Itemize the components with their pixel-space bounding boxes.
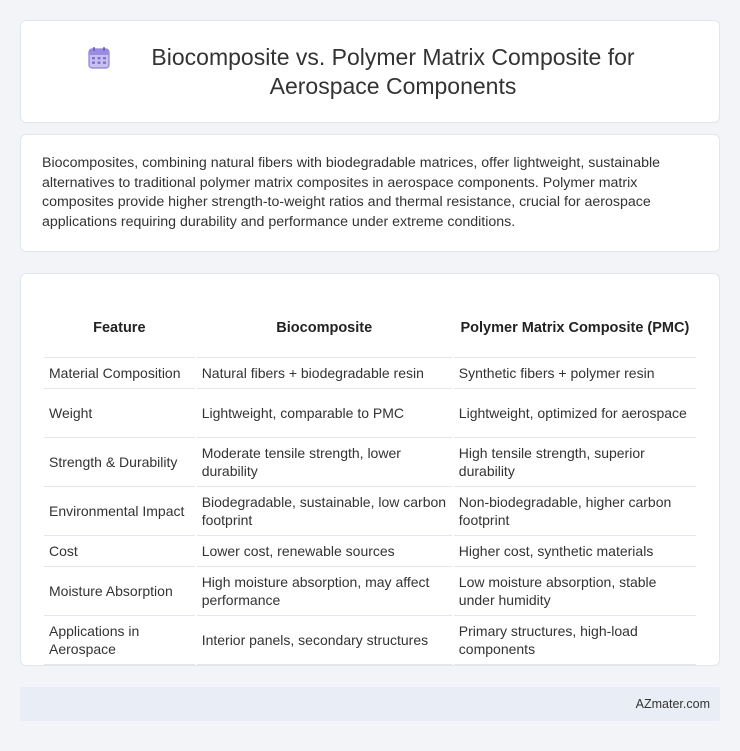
table-header-row bbox=[44, 294, 696, 358]
header-pmc: Polymer Matrix Composite (PMC) bbox=[454, 294, 696, 358]
biocomposite-cell: Natural fibers + biodegradable resin bbox=[197, 358, 452, 389]
table-row bbox=[44, 567, 696, 616]
feature-cell: Cost bbox=[44, 536, 195, 567]
pmc-cell: Primary structures, high-load components bbox=[454, 616, 696, 665]
calendar-icon bbox=[87, 46, 111, 70]
table-row bbox=[44, 389, 696, 438]
comparison-card bbox=[20, 273, 720, 666]
table-row bbox=[44, 438, 696, 487]
pmc-cell: Higher cost, synthetic materials bbox=[454, 536, 696, 567]
biocomposite-cell: Biodegradable, sustainable, low carbon footprint bbox=[197, 487, 452, 536]
pmc-cell: Synthetic fibers + polymer resin bbox=[454, 358, 696, 389]
page-title: Biocomposite vs. Polymer Matrix Composite for Aerospace Components bbox=[151, 43, 635, 99]
pmc-cell: Lightweight, optimized for aerospace bbox=[454, 389, 696, 438]
title-card bbox=[20, 20, 720, 123]
feature-cell: Weight bbox=[44, 389, 195, 438]
header-feature: Feature bbox=[44, 294, 195, 358]
summary-text: Biocomposites, combining natural fibers with biodegradable matrices, offer lightweight, sustainable alternatives to traditional polymer matrix composites in aerospace components. Polymer matrix composites provide higher strength-to-weight ratios and thermal resistance, crucial for aerospace applications requiring durability and performance under extreme conditions. bbox=[42, 155, 661, 230]
feature-cell: Environmental Impact bbox=[44, 487, 195, 536]
header-biocomposite: Biocomposite bbox=[197, 294, 452, 358]
biocomposite-cell: Interior panels, secondary structures bbox=[197, 616, 452, 665]
table-row bbox=[44, 358, 696, 389]
feature-cell: Strength & Durability bbox=[44, 438, 195, 487]
pmc-cell: Low moisture absorption, stable under humidity bbox=[454, 567, 696, 616]
footer bbox=[20, 687, 720, 721]
feature-cell: Material Composition bbox=[44, 358, 195, 389]
title-row bbox=[87, 43, 653, 101]
biocomposite-cell: Moderate tensile strength, lower durability bbox=[197, 438, 452, 487]
feature-cell: Moisture Absorption bbox=[44, 567, 195, 616]
pmc-cell: Non-biodegradable, higher carbon footprint bbox=[454, 487, 696, 536]
summary-card bbox=[20, 134, 720, 252]
biocomposite-cell: High moisture absorption, may affect performance bbox=[197, 567, 452, 616]
footer-brand[interactable]: AZmater.com bbox=[635, 697, 710, 711]
table-row bbox=[44, 487, 696, 536]
pmc-cell: High tensile strength, superior durability bbox=[454, 438, 696, 487]
biocomposite-cell: Lower cost, renewable sources bbox=[197, 536, 452, 567]
feature-cell: Applications in Aerospace bbox=[44, 616, 195, 665]
biocomposite-cell: Lightweight, comparable to PMC bbox=[197, 389, 452, 438]
comparison-table bbox=[42, 294, 698, 665]
table-row bbox=[44, 616, 696, 665]
table-row bbox=[44, 536, 696, 567]
